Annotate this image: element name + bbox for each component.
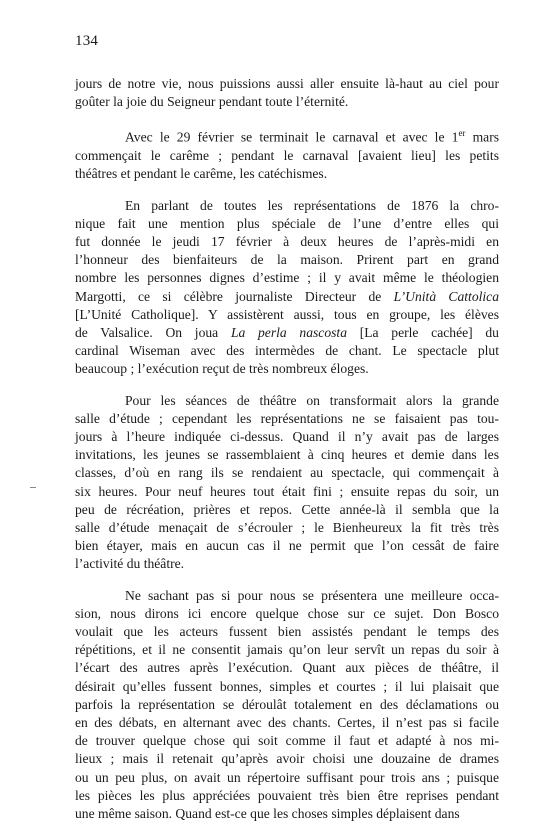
- text-line: peu de récréation, prières et repos. Cette année-là il sembla que la: [75, 501, 499, 517]
- text-line: [L’Unité Catholique]. Y assistèrent aussi, tous en groupe, les élèves: [75, 306, 499, 322]
- text-line: Pour les séances de théâtre on transformait alors la grande: [125, 392, 499, 408]
- text-line: six heures. Pour neuf heures tout était fini ; ensuite repas du soir, un: [75, 483, 499, 499]
- paragraph: [75, 392, 499, 574]
- text-line: goûter la joie du Seigneur pendant toute l’éternité.: [75, 94, 349, 110]
- text-line: les pièces les plus appréciées pouvaient très bien être reprises pendant: [75, 787, 499, 803]
- margin-mark: [30, 487, 36, 488]
- text-line: jours de notre vie, nous puissions aussi aller ensuite là-haut au ciel pour: [75, 76, 499, 91]
- page-number: 134: [75, 33, 99, 49]
- text-line: nique fait une mention plus spéciale de l’une d’entre elles qui: [75, 215, 499, 231]
- text-line: classes, d’où en rang ils se rendaient au spectacle, qui commençait à: [75, 465, 499, 481]
- paragraph: [75, 197, 499, 379]
- text-line: en des débats, en alternant avec des chants. Certes, il n’est pas si facile: [75, 715, 499, 731]
- text-line: jours à l’heure indiquée ci-dessus. Quand il n’y avait pas de larges: [75, 428, 499, 444]
- paragraph: [75, 124, 499, 183]
- text-line: salle d’étude ; cependant les représentations ne se faisaient pas tou-: [75, 410, 499, 426]
- text-line: désirait qu’elles fussent bonnes, simples et courtes ; il lui plaisait que: [75, 678, 499, 694]
- text-line: salle d’étude menaçait de s’écrouler ; le Bienheureux la fit très très: [75, 520, 499, 535]
- text-line: invitations, les jeunes se rassemblaient à cinq heures et demie dans les: [75, 447, 499, 463]
- text-line: nombre les personnes dignes d’estime ; il y avait même le théologien: [75, 270, 499, 286]
- text-line: théâtres et pendant le carême, les catéchismes.: [75, 166, 328, 182]
- paragraph: [75, 587, 499, 824]
- text-line: l’activité du théâtre.: [75, 556, 185, 572]
- text-line: de Valsalice. On joua La perla nascosta [La perle cachée] du: [75, 324, 499, 340]
- text-line: Margotti, ce si célèbre journaliste Directeur de L’Unità Cattolica: [75, 288, 500, 304]
- text-line: En parlant de toutes les représentations de 1876 la chro-: [125, 197, 499, 213]
- text-line: beaucoup ; l’exécution reçut de très nombreux éloges.: [75, 361, 369, 377]
- text-line: Avec le 29 février se terminait le carnaval et avec le 1er mars: [125, 128, 500, 145]
- text-line: Ne sachant pas si pour nous se présentera une meilleure occa-: [125, 587, 499, 603]
- text-line: cardinal Wiseman avec des intermèdes de chant. Le spectacle plut: [75, 343, 499, 359]
- text-line: l’écart des autres après l’exécution. Quant aux pièces de théâtre, il: [75, 660, 499, 676]
- text-line: bien étayer, mais en aucun cas il ne permit que l’on cessât de faire: [75, 538, 499, 554]
- text-line: sion, nous dirons ici encore quelque chose sur ce sujet. Don Bosco: [75, 605, 499, 621]
- text-line: lieux ; mais il retenait qu’après avoir choisi une douzaine de drames: [75, 751, 499, 767]
- text-line: voulait que les acteurs fussent bien assistés pendant le temps des: [75, 624, 499, 640]
- text-line: commençait le carême ; pendant le carnaval [avaient lieu] les petits: [75, 148, 499, 164]
- text-line: une même saison. Quand est-ce que les choses simples déplaisent dans: [75, 806, 460, 822]
- text-line: fut donnée le jeudi 17 février à deux heures de l’après-midi en: [75, 233, 499, 249]
- text-line: ou un peu plus, on avait un répertoire suffisant pour trois ans ; puisque: [75, 769, 499, 785]
- paragraph: [75, 75, 499, 111]
- body-text: [75, 75, 499, 836]
- text-line: parfois la représentation se déroulât totalement en des déclamations ou: [75, 696, 499, 712]
- text-line: répétitions, et il ne consentit jamais qu’on leur servît un repas du soir à: [75, 642, 499, 658]
- text-line: de trouver quelque chose qui soit comme il faut et adapté à nos mi-: [75, 733, 499, 749]
- text-line: l’honneur des bienfaiteurs de la maison. Prirent part en grand: [75, 252, 499, 268]
